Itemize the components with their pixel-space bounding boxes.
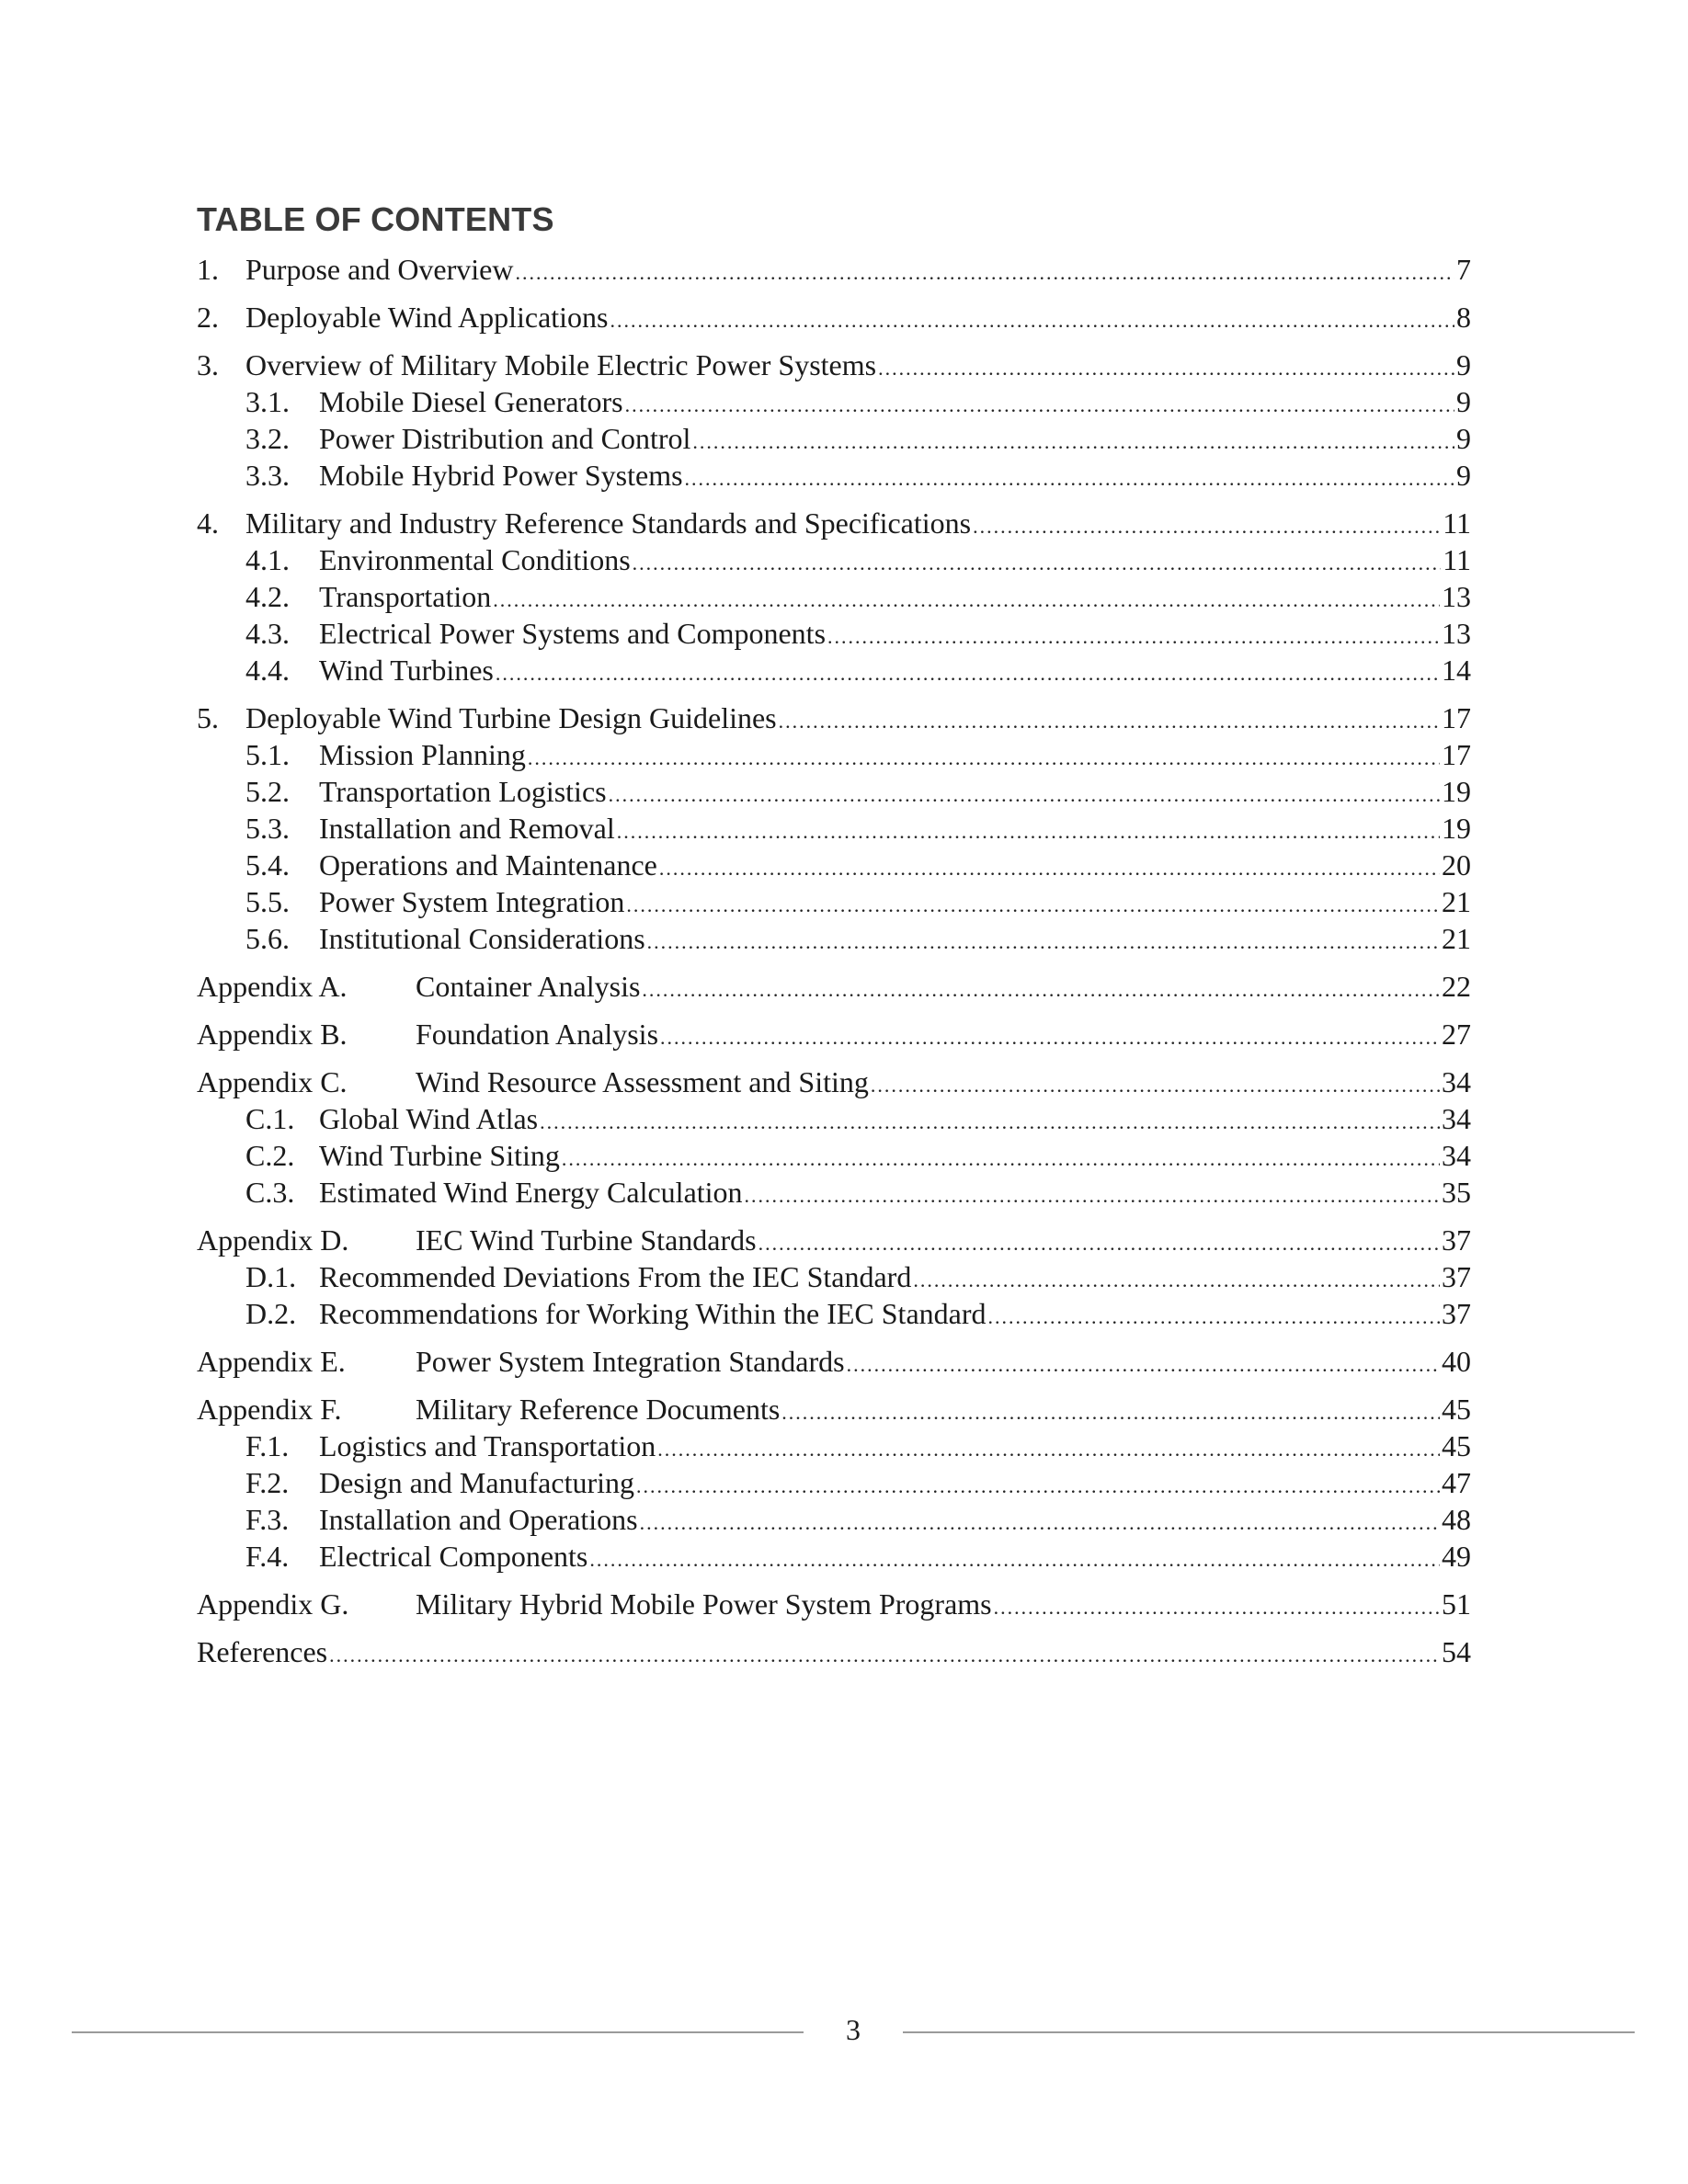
dot-leader xyxy=(633,545,1442,582)
dot-leader xyxy=(640,1505,1440,1541)
toc-entry-number: F.3. xyxy=(245,1503,290,1536)
toc-entry-title: Design and Manufacturing xyxy=(319,1466,635,1499)
toc-entry-number: Appendix E. xyxy=(197,1345,346,1378)
toc-entry-page: 37 xyxy=(1442,1260,1471,1293)
toc-entry[interactable] xyxy=(197,383,1471,420)
toc-entry[interactable] xyxy=(197,700,1471,736)
toc-entry-title: Military Hybrid Mobile Power System Programs xyxy=(416,1587,992,1621)
toc-entry-page: 22 xyxy=(1442,970,1471,1003)
toc-entry-page: 11 xyxy=(1443,506,1471,540)
toc-entry-title: Institutional Considerations xyxy=(319,922,645,955)
toc-entry[interactable] xyxy=(197,420,1471,457)
toc-entry[interactable] xyxy=(197,505,1471,541)
dot-leader xyxy=(493,582,1440,619)
footer-rule-left xyxy=(72,2031,804,2033)
toc-entry-title: Wind Resource Assessment and Siting xyxy=(416,1065,869,1098)
toc-entry-title: Power System Integration xyxy=(319,885,625,918)
toc-entry-number: 5.2. xyxy=(245,775,290,808)
toc-entry-page: 20 xyxy=(1442,848,1471,882)
toc-entry-number: D.2. xyxy=(245,1297,297,1330)
dot-leader xyxy=(617,813,1440,850)
toc-entry-number: 4.2. xyxy=(245,580,290,613)
toc-entry-title: Deployable Wind Turbine Design Guidelines xyxy=(245,701,777,734)
toc-entry[interactable] xyxy=(197,1633,1471,1670)
toc-entry[interactable] xyxy=(197,1586,1471,1622)
toc-entry[interactable] xyxy=(197,810,1471,847)
toc-entry-page: 51 xyxy=(1442,1587,1471,1621)
toc-entry-title: Wind Turbines xyxy=(319,654,494,687)
toc-entry[interactable] xyxy=(197,1538,1471,1575)
toc-entry-number: 5.4. xyxy=(245,848,290,882)
toc-entry-page: 21 xyxy=(1442,885,1471,918)
dot-leader xyxy=(781,1394,1440,1431)
dot-leader xyxy=(647,924,1440,961)
toc-entry-number: C.1. xyxy=(245,1102,295,1135)
toc-entry[interactable] xyxy=(197,1428,1471,1464)
toc-entry-number: 3.2. xyxy=(245,422,290,455)
dot-leader xyxy=(973,508,1441,545)
toc-entry[interactable] xyxy=(197,1137,1471,1174)
toc-entry[interactable] xyxy=(197,773,1471,810)
toc-entry-title: Transportation Logistics xyxy=(319,775,607,808)
toc-entry-page: 7 xyxy=(1456,253,1471,286)
toc-entry-page: 27 xyxy=(1442,1018,1471,1051)
toc-entry[interactable] xyxy=(197,615,1471,652)
dot-leader xyxy=(562,1141,1440,1177)
dot-leader xyxy=(685,461,1454,497)
toc-entry-number: 5.6. xyxy=(245,922,290,955)
dot-leader xyxy=(528,740,1440,777)
dot-leader xyxy=(827,619,1440,655)
dot-leader xyxy=(626,887,1440,924)
toc-entry-title: Installation and Removal xyxy=(319,812,615,845)
toc-entry-page: 37 xyxy=(1442,1297,1471,1330)
dot-leader xyxy=(779,703,1440,740)
toc-entry-page: 19 xyxy=(1442,775,1471,808)
page-number: 3 xyxy=(846,2013,861,2046)
toc-entry-page: 37 xyxy=(1442,1223,1471,1257)
toc-entry-number: Appendix B. xyxy=(197,1018,348,1051)
toc-entry-page: 35 xyxy=(1442,1176,1471,1209)
toc-entry-number: D.1. xyxy=(245,1260,297,1293)
toc-entry[interactable] xyxy=(197,1295,1471,1332)
toc-entry-title: Environmental Conditions xyxy=(319,543,631,576)
toc-entry-page: 45 xyxy=(1442,1429,1471,1462)
toc-entry-page: 17 xyxy=(1442,701,1471,734)
page-title: TABLE OF CONTENTS xyxy=(197,200,554,238)
toc-entry-title: Electrical Components xyxy=(319,1540,588,1573)
toc-entry[interactable] xyxy=(197,1100,1471,1137)
toc-entry-number: 3.1. xyxy=(245,385,290,418)
toc-entry[interactable] xyxy=(197,541,1471,578)
toc-entry[interactable] xyxy=(197,578,1471,615)
dot-leader xyxy=(625,387,1454,424)
dot-leader xyxy=(847,1347,1440,1383)
dot-leader xyxy=(913,1262,1440,1299)
dot-leader xyxy=(329,1637,1440,1674)
toc-entry-number: 5.5. xyxy=(245,885,290,918)
toc-entry-title: Container Analysis xyxy=(416,970,641,1003)
toc-entry-title: Foundation Analysis xyxy=(416,1018,659,1051)
toc-entry-title: Wind Turbine Siting xyxy=(319,1139,560,1172)
toc-entry[interactable] xyxy=(197,1501,1471,1538)
toc-entry-title: IEC Wind Turbine Standards xyxy=(416,1223,757,1257)
toc-entry[interactable] xyxy=(197,251,1471,288)
toc-entry-title: Purpose and Overview xyxy=(245,253,514,286)
dot-leader xyxy=(871,1067,1440,1104)
toc-entry-number: F.4. xyxy=(245,1540,290,1573)
toc-entry-title: Transportation xyxy=(319,580,492,613)
toc-entry[interactable] xyxy=(197,1464,1471,1501)
toc-entry-page: 13 xyxy=(1442,580,1471,613)
toc-entry-number: 4.1. xyxy=(245,543,290,576)
toc-entry-number: 2. xyxy=(197,301,219,334)
toc-entry-page: 9 xyxy=(1456,459,1471,492)
dot-leader xyxy=(692,424,1454,461)
toc-entry-page: 9 xyxy=(1456,348,1471,381)
dot-leader xyxy=(589,1541,1440,1578)
toc-entry-title: Mobile Diesel Generators xyxy=(319,385,623,418)
toc-entry[interactable] xyxy=(197,1222,1471,1258)
toc-entry-page: 40 xyxy=(1442,1345,1471,1378)
toc-entry-title: Military and Industry Reference Standards and Specifications xyxy=(245,506,972,540)
toc-entry-page: 14 xyxy=(1442,654,1471,687)
toc-entry-title: Power Distribution and Control xyxy=(319,422,691,455)
dot-leader xyxy=(745,1177,1440,1214)
toc-entry-number: 1. xyxy=(197,253,219,286)
dot-leader xyxy=(660,1019,1440,1056)
toc-entry[interactable] xyxy=(197,1174,1471,1211)
dot-leader xyxy=(636,1468,1440,1505)
toc-entry-number: C.2. xyxy=(245,1139,295,1172)
toc-entry-page: 13 xyxy=(1442,617,1471,650)
toc-entry-page: 21 xyxy=(1442,922,1471,955)
toc-entry[interactable] xyxy=(197,1016,1471,1052)
toc-entry-page: 49 xyxy=(1442,1540,1471,1573)
toc-entry-page: 48 xyxy=(1442,1503,1471,1536)
toc-entry[interactable] xyxy=(197,847,1471,883)
toc-entry-title: Installation and Operations xyxy=(319,1503,638,1536)
toc-entry[interactable] xyxy=(197,299,1471,336)
dot-leader xyxy=(496,655,1440,692)
dot-leader xyxy=(988,1299,1441,1336)
toc-entry-page: 8 xyxy=(1456,301,1471,334)
toc-entry[interactable] xyxy=(197,347,1471,383)
toc-entry-number: Appendix A. xyxy=(197,970,348,1003)
toc-entry[interactable] xyxy=(197,457,1471,494)
toc-entry-title: Recommendations for Working Within the IEC Standard xyxy=(319,1297,987,1330)
toc-entry[interactable] xyxy=(197,652,1471,688)
toc-entry[interactable] xyxy=(197,920,1471,957)
dot-leader xyxy=(657,1431,1440,1468)
toc-entry-title: Mission Planning xyxy=(319,738,526,771)
toc-entry-number: Appendix F. xyxy=(197,1393,342,1426)
toc-entry-title: Recommended Deviations From the IEC Standard xyxy=(319,1260,912,1293)
toc-entry[interactable] xyxy=(197,1258,1471,1295)
toc-entry-page: 34 xyxy=(1442,1102,1471,1135)
toc-entry-title: Military Reference Documents xyxy=(416,1393,781,1426)
toc-entry-page: 9 xyxy=(1456,422,1471,455)
toc-entry-number: F.2. xyxy=(245,1466,290,1499)
toc-entry-number: 4.3. xyxy=(245,617,290,650)
toc-entry-title: Electrical Power Systems and Components xyxy=(319,617,827,650)
toc-entry-title: Operations and Maintenance xyxy=(319,848,657,882)
dot-leader xyxy=(758,1225,1440,1262)
toc-entry-number: 3. xyxy=(197,348,219,381)
toc-entry-page: 17 xyxy=(1442,738,1471,771)
dot-leader xyxy=(610,302,1455,339)
toc-entry-number: F.1. xyxy=(245,1429,290,1462)
toc-entry-title: Mobile Hybrid Power Systems xyxy=(319,459,683,492)
dot-leader xyxy=(994,1589,1440,1626)
toc-entry-number: Appendix D. xyxy=(197,1223,349,1257)
toc-entry-page: 11 xyxy=(1443,543,1471,576)
dot-leader xyxy=(515,255,1454,291)
toc-entry-title: Power System Integration Standards xyxy=(416,1345,845,1378)
toc-entry[interactable] xyxy=(197,736,1471,773)
toc-entry-number: 3.3. xyxy=(245,459,290,492)
toc-entry-number: Appendix C. xyxy=(197,1065,348,1098)
toc-entry-page: 9 xyxy=(1456,385,1471,418)
toc-entry-number: C.3. xyxy=(245,1176,295,1209)
toc-entry-number: 4.4. xyxy=(245,654,290,687)
dot-leader xyxy=(609,777,1440,813)
toc-entry[interactable] xyxy=(197,1391,1471,1428)
toc-entry-page: 34 xyxy=(1442,1139,1471,1172)
toc-entry-page: 19 xyxy=(1442,812,1471,845)
toc-entry-number: 4. xyxy=(197,506,219,540)
dot-leader xyxy=(878,350,1454,387)
toc-entry-page: 47 xyxy=(1442,1466,1471,1499)
toc-entry[interactable] xyxy=(197,1064,1471,1100)
toc-entry-number: 5.3. xyxy=(245,812,290,845)
toc-entry-number: 5.1. xyxy=(245,738,290,771)
toc-entry-title: References xyxy=(197,1635,328,1668)
toc-entry-title: Deployable Wind Applications xyxy=(245,301,609,334)
footer-rule-right xyxy=(903,2031,1635,2033)
dot-leader xyxy=(659,850,1440,887)
toc-entry-number: 5. xyxy=(197,701,219,734)
toc-entry[interactable] xyxy=(197,883,1471,920)
toc-entry[interactable] xyxy=(197,968,1471,1005)
toc-entry[interactable] xyxy=(197,1343,1471,1380)
toc-entry-page: 54 xyxy=(1442,1635,1471,1668)
dot-leader xyxy=(540,1104,1440,1141)
toc-entry-title: Overview of Military Mobile Electric Power Systems xyxy=(245,348,877,381)
toc-entry-title: Logistics and Transportation xyxy=(319,1429,656,1462)
toc-entry-title: Estimated Wind Energy Calculation xyxy=(319,1176,743,1209)
toc-entry-number: Appendix G. xyxy=(197,1587,349,1621)
toc-entry-title: Global Wind Atlas xyxy=(319,1102,539,1135)
toc-entry-page: 34 xyxy=(1442,1065,1471,1098)
table-of-contents xyxy=(197,251,1471,1670)
toc-entry-page: 45 xyxy=(1442,1393,1471,1426)
dot-leader xyxy=(642,972,1440,1008)
